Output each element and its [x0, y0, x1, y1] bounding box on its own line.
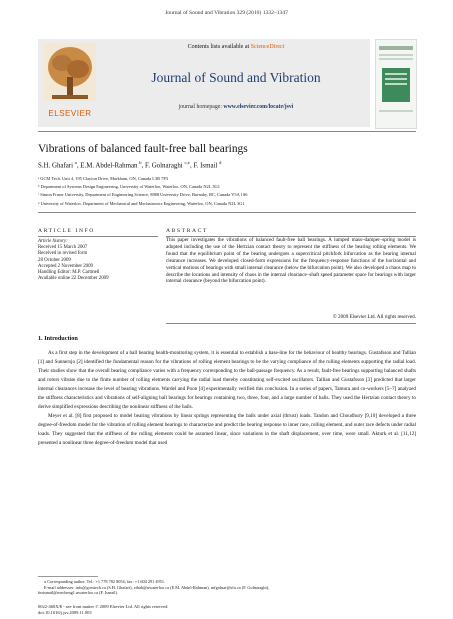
history-line: 28 October 2009	[38, 257, 71, 263]
elsevier-wordmark: ELSEVIER	[48, 109, 92, 118]
affiliation: ᶜ Simon Fraser University, Department of Engineering Science, 8888 University Drive, Burnaby, BC, Canada V5A 1S6	[38, 192, 248, 198]
paragraph: Meyer et al. [8] first proposed to model bearing vibrations by linear springs representing the balls under axial (thrust) loads. Tandon and Choudhury [9,10] developed a three degree-of-freedom model for the vibration of rolling element bearings to characterize and predict the bearing response to inner race, rolling element, and outer race defects under radial loads. They suggested that the stiffness of the rolling elements could be assumed linear, since variations in the shaft displacement, over time, were small. Akturk et al. [11,12] presented a nonlinear three degree-of-freedom model that used	[38, 413, 416, 447]
history-label: Article history:	[38, 239, 68, 244]
paper-title: Vibrations of balanced fault-free ball bearings	[38, 143, 248, 155]
issn-line: 0022-460X/$ - see front matter © 2009 Elsevier Ltd. All rights reserved.	[38, 604, 169, 609]
front-matter-rule	[38, 212, 416, 213]
doi-link[interactable]: doi:10.1016/j.jsv.2009.11.003	[38, 609, 92, 615]
article-history	[38, 239, 168, 282]
article-info-heading: ARTICLE INFO	[38, 228, 95, 234]
footnotes	[38, 579, 416, 596]
author-name: E.M. Abdel-Rahman	[80, 162, 138, 170]
author-name: F. Golnaraghi	[144, 162, 183, 170]
author-affil-mark: b	[139, 160, 142, 165]
introduction-body	[38, 349, 416, 449]
affiliation: ᵇ Department of Systems Design Engineering, University of Waterloo, Waterloo, ON, Canada N2L 3G1	[38, 184, 220, 190]
affiliation: ᵈ University of Waterloo, Department of Mechanical and Mechatronics Engineering, Waterloo, ON, Canada N2L 3G1	[38, 200, 245, 206]
abstract-heading: ABSTRACT	[166, 228, 209, 234]
header-rule	[38, 131, 416, 132]
journal-homepage	[102, 104, 370, 110]
article-info-rule	[38, 236, 158, 237]
page-footer	[38, 604, 416, 616]
author-affil-mark: c,⁎	[184, 160, 190, 165]
elsevier-logo	[38, 39, 102, 127]
copyright-notice: © 2009 Elsevier Ltd. All rights reserved.	[332, 314, 416, 320]
author-name: F. Ismail	[193, 162, 218, 170]
running-head: Journal of Sound and Vibration 329 (2010) 1332–1347	[165, 10, 288, 16]
author-affil-mark: d	[219, 160, 222, 165]
email-addresses-cont: fmismail@mecheng1.uwaterloo.ca (F. Ismail).	[38, 590, 118, 596]
history-line: Accepted 2 November 2009	[38, 263, 94, 269]
history-line: Handling Editor: M.P. Cartmell	[38, 270, 100, 276]
affiliation: ᵃ GCM Tech, Unit 4, 195 Clayton Drive, Markham, ON, Canada L3R 7P3	[38, 176, 168, 181]
journal-cover	[375, 39, 417, 129]
history-line: Available online 22 December 2009	[38, 276, 109, 282]
affiliations	[38, 175, 416, 208]
sciencedirect-link[interactable]: ScienceDirect	[250, 44, 285, 50]
homepage-prefix: journal homepage:	[178, 104, 224, 110]
journal-title: Journal of Sound and Vibration	[151, 70, 321, 85]
corresponding-author-note: ⁎ Corresponding author. Tel.: +1 778 782 8054; fax: +1 604 291 4951.	[44, 579, 166, 584]
journal-cover-icon	[376, 40, 416, 128]
history-line: Received in revised form	[38, 251, 88, 257]
abstract-bottom-rule	[166, 323, 416, 324]
email-addresses: E-mail addresses: info@gcmtech.ca (S.H. Ghafari), eihab@uwaterloo.ca (E.M. Abdel-Rahman), mfgolnar@sfu.ca (F. Golnaraghi),	[44, 584, 270, 590]
footnote-rule	[38, 576, 98, 577]
contents-prefix: Contents lists available at	[187, 44, 251, 50]
homepage-link[interactable]: www.elsevier.com/locate/jsvi	[223, 104, 294, 110]
contents-line	[102, 44, 370, 50]
history-line: Received 15 March 2007	[38, 245, 88, 251]
section-heading-introduction: 1. Introduction	[38, 335, 78, 342]
author-affil-mark: a	[74, 160, 77, 165]
author-list: S.H. Ghafari $^a$, E.M. Abdel-Rahman $^b$, F. Golnaraghi $^{c,⁎}$, F. Ismail $^d$	[38, 160, 222, 170]
paragraph: As a first step in the development of a ball bearing health-monitoring system, it is essential to establish a base-line for the behaviour of healthy bearings. Gustafsson and Tallian [1] and Sunnersjo [2] identified the fundamental reason for the vibrations of rolling element bearings to be the varying compliance of the rolling elements supporting the radial load. Their studies show that the overall bearing compliance varies with a frequency corresponding to the ball-passage frequency. As a result, fault-free bearings supporting balanced shafts and rotors vibrate due to the finite number of rolling elements carrying the radial load thereby constituting self-excited oscillators. Tallian and Gustafsson [3] predicted that larger internal clearances increase the level of bearing vibrations. Wardel and Poon [4] experimentally verified this conclusion. In a series of papers, Tamura and co-workers [5–7] analyzed the stiffness characteristics and vibrations of self-aligning ball bearings for bearings containing two, three, four, and a large number of balls. They used the Hertzian contact theory to derive simplified expressions describing the nonlinear stiffness of the balls.	[38, 350, 416, 411]
abstract-text: This paper investigates the vibrations of balanced fault-free ball bearings. A lumped mass–damper–spring model is adopted including the use of the Hertzian contact theory to represent the stiffness of the bearing rolling elements. We found that the equilibrium point of the bearing undergoes a supercritical pitchfork bifurcation as the bearing internal clearance increases. We developed closed-form expressions for the frequency-response functions of the horizontal and vertical motions of bearings with small internal clearance (below the bifurcation point). We also developed a chaos map to describe the locations and intensity of chaos in the internal clearance–shaft speed parameter space for bearings with larger internal clearance (beyond the bifurcation point).	[166, 237, 416, 285]
author-name: S.H. Ghafari	[38, 162, 74, 170]
